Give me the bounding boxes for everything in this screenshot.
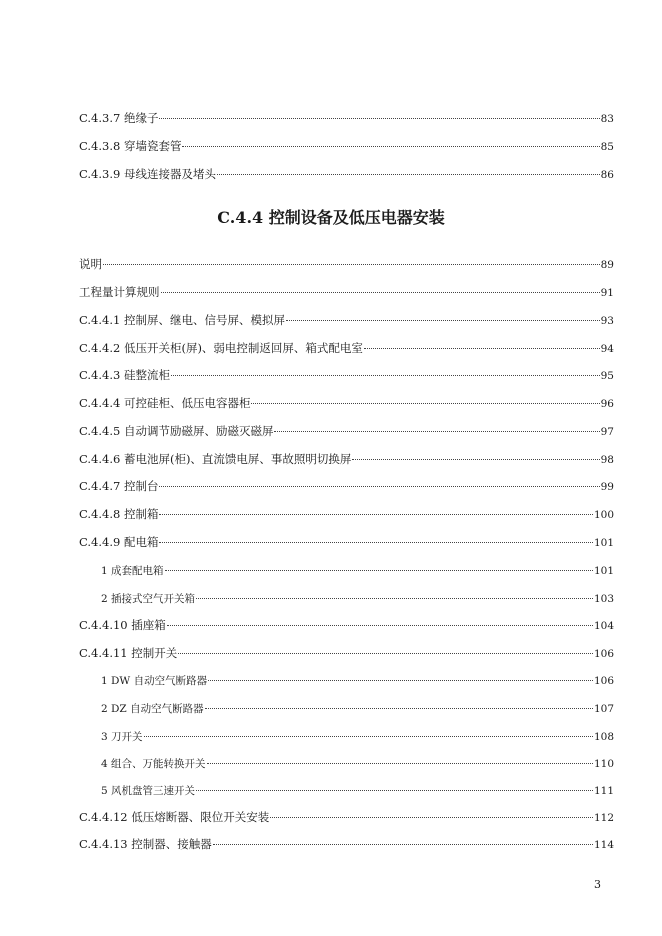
toc-entry-page: 93 (600, 315, 614, 327)
toc-leader-dots (196, 598, 593, 599)
toc-entry-label: 工程量计算规则 (79, 285, 160, 299)
toc-subentry-page: 108 (593, 731, 614, 743)
toc-leader-dots (103, 264, 600, 265)
toc-leader-dots (159, 486, 599, 487)
toc-leader-dots (159, 118, 599, 119)
toc-subentry-label: 1 成套配电箱 (101, 565, 164, 577)
toc-leader-dots (364, 348, 600, 349)
toc-subentry[interactable] (101, 756, 614, 772)
page-number: 3 (594, 878, 601, 891)
toc-entry[interactable] (79, 506, 614, 523)
toc-entry[interactable] (79, 110, 614, 127)
toc-entry-label: C.4.4.1 控制屏、继电、信号屏、模拟屏 (79, 313, 285, 327)
toc-leader-dots (167, 625, 593, 626)
section-heading: C.4.4 控制设备及低压电器安装 (217, 208, 445, 227)
toc-subentry[interactable] (101, 563, 614, 579)
toc-entry[interactable] (79, 451, 614, 468)
toc-subentry[interactable] (101, 701, 614, 717)
toc-entry-label: C.4.4.12 低压熔断器、限位开关安装 (79, 810, 270, 824)
toc-leader-dots (217, 174, 600, 175)
toc-entry-label: C.4.3.7 绝缘子 (79, 111, 159, 125)
toc-subentry-page: 111 (593, 785, 614, 797)
toc-subentry[interactable] (101, 729, 614, 745)
toc-leader-dots (182, 146, 599, 147)
toc-entry[interactable] (79, 395, 614, 412)
toc-leader-dots (165, 570, 593, 571)
toc-entry-label: C.4.4.4 可控硅柜、低压电容器柜 (79, 396, 251, 410)
toc-entry-label: C.4.3.9 母线连接器及堵头 (79, 167, 216, 181)
toc-leader-dots (144, 736, 593, 737)
toc-entry-page: 94 (600, 343, 614, 355)
toc-subentry-page: 103 (593, 593, 614, 605)
toc-entry[interactable] (79, 809, 614, 826)
toc-entry-page: 99 (600, 481, 614, 493)
toc-leader-dots (178, 653, 593, 654)
toc-entry-label: C.4.4.10 插座箱 (79, 618, 166, 632)
toc-subentry[interactable] (101, 591, 614, 607)
toc-subentry-label: 1 DW 自动空气断路器 (101, 675, 208, 687)
toc-entry-label: C.4.4.2 低压开关柜(屏)、弱电控制返回屏、箱式配电室 (79, 341, 363, 355)
toc-entry-label: C.4.4.7 控制台 (79, 479, 159, 493)
toc-entry-label: C.4.4.13 控制器、接触器 (79, 837, 212, 851)
toc-subentry-page: 106 (593, 675, 614, 687)
toc-entry[interactable] (79, 256, 614, 273)
toc-leader-dots (171, 375, 600, 376)
toc-subentry[interactable] (101, 673, 614, 689)
toc-leader-dots (208, 680, 593, 681)
toc-entry-label: C.4.3.8 穿墙瓷套管 (79, 139, 182, 153)
toc-subentry-page: 101 (593, 565, 614, 577)
toc-entry-page: 85 (600, 141, 614, 153)
toc-subentry-label: 5 风机盘管三速开关 (101, 785, 196, 797)
toc-entry-label: C.4.4.5 自动调节励磁屏、励磁灭磁屏 (79, 424, 274, 438)
toc-leader-dots (159, 542, 592, 543)
toc-leader-dots (196, 790, 593, 791)
toc-entry[interactable] (79, 367, 614, 384)
toc-leader-dots (352, 459, 599, 460)
toc-entry[interactable] (79, 617, 614, 634)
toc-subentry-page: 107 (593, 703, 614, 715)
toc-entry-page: 106 (593, 648, 614, 660)
toc-entry-page: 101 (593, 537, 614, 549)
toc-subentry[interactable] (101, 783, 614, 799)
toc-leader-dots (270, 817, 593, 818)
toc-entry-page: 97 (600, 426, 614, 438)
toc-entry-page: 104 (593, 620, 614, 632)
toc-leader-dots (205, 708, 593, 709)
toc-subentry-label: 2 DZ 自动空气断路器 (101, 703, 204, 715)
toc-entry[interactable] (79, 645, 614, 662)
toc-entry[interactable] (79, 423, 614, 440)
toc-entry-label: C.4.4.8 控制箱 (79, 507, 159, 521)
toc-entry[interactable] (79, 836, 614, 853)
toc-entry-label: C.4.4.11 控制开关 (79, 646, 178, 660)
toc-entry[interactable] (79, 478, 614, 495)
toc-entry[interactable] (79, 312, 614, 329)
toc-subentry-label: 2 插接式空气开关箱 (101, 593, 196, 605)
toc-subentry-page: 110 (593, 758, 614, 770)
toc-entry[interactable] (79, 340, 614, 357)
toc-entry[interactable] (79, 284, 614, 301)
toc-leader-dots (159, 514, 592, 515)
toc-entry[interactable] (79, 534, 614, 551)
toc-entry-label: C.4.4.9 配电箱 (79, 535, 159, 549)
toc-entry-page: 86 (600, 169, 614, 181)
toc-entry-page: 98 (600, 454, 614, 466)
toc-entry-label: 说明 (79, 257, 102, 271)
toc-entry-page: 112 (593, 812, 614, 824)
toc-leader-dots (286, 320, 600, 321)
toc-leader-dots (274, 431, 599, 432)
toc-leader-dots (213, 844, 593, 845)
toc-entry-page: 95 (600, 370, 614, 382)
toc-entry-page: 114 (593, 839, 614, 851)
toc-leader-dots (207, 763, 593, 764)
toc-leader-dots (251, 403, 599, 404)
toc-entry-page: 96 (600, 398, 614, 410)
toc-entry-page: 89 (600, 259, 614, 271)
toc-entry[interactable] (79, 166, 614, 183)
toc-leader-dots (161, 292, 600, 293)
toc-entry-page: 91 (600, 287, 614, 299)
toc-subentry-label: 4 组合、万能转换开关 (101, 758, 206, 770)
toc-entry-page: 83 (600, 113, 614, 125)
toc-entry[interactable] (79, 138, 614, 155)
toc-entry-label: C.4.4.3 硅整流柜 (79, 368, 170, 382)
toc-entry-page: 100 (593, 509, 614, 521)
toc-entry-label: C.4.4.6 蓄电池屏(柜)、直流馈电屏、事故照明切换屏 (79, 452, 352, 466)
toc-subentry-label: 3 刀开关 (101, 731, 143, 743)
